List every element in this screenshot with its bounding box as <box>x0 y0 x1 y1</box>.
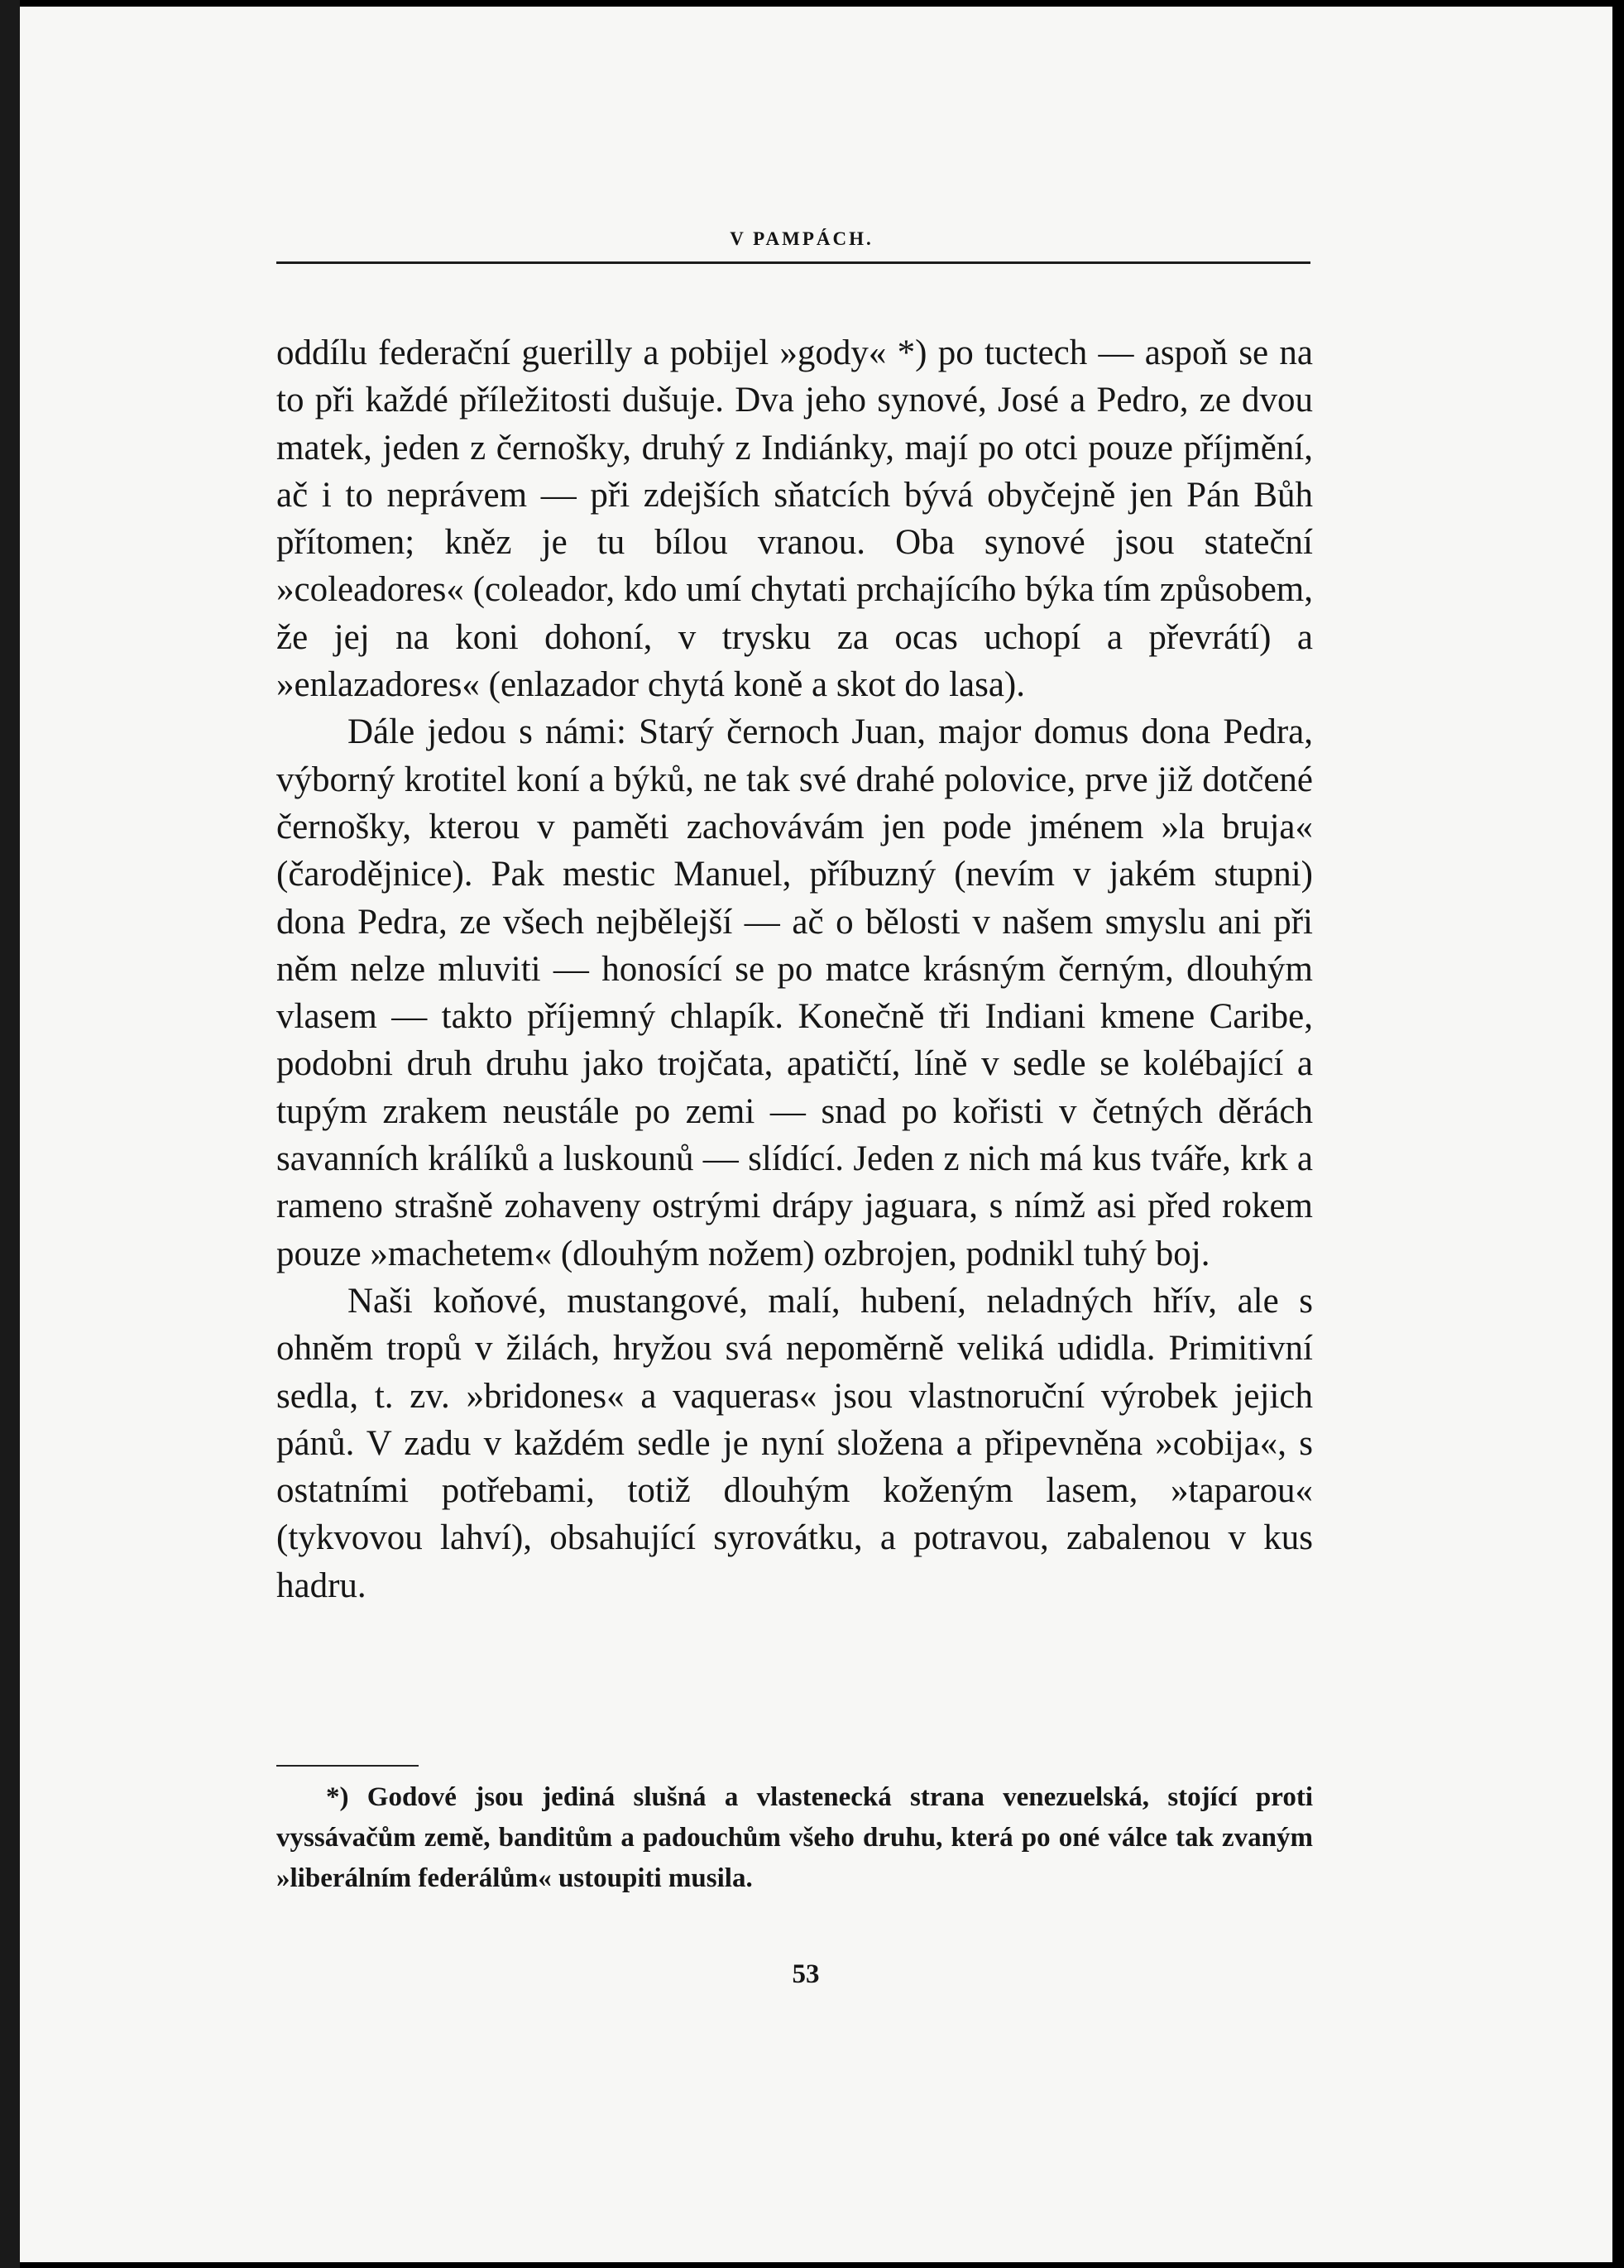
paragraph-1: oddílu federační guerilly a pobijel »gody« *) po tuctech — aspoň se na to při každé příležitosti dušuje. Dva jeho synové, José a Pedro, ze dvou matek, jeden z černošky, druhý z Indiánky, mají po otci pouze příjmění, ač i to neprávem — při zdejších sňatcích bývá obyčejně jen Pán Bůh přítomen; kněz je tu bílou vranou. Oba synové jsou stateční »coleadores« (coleador, kdo umí chytati prchajícího býka tím způsobem, že jej na koni dohoní, v trysku za ocas uchopí a převrátí) a »enlazadores« (enlazador chytá koně a skot do lasa). <box>276 333 1313 705</box>
running-header: V PAMPÁCH. <box>730 228 874 249</box>
book-page <box>20 7 1612 2262</box>
main-text <box>276 329 1313 1609</box>
page-number: 53 <box>792 1959 820 1989</box>
header-rule <box>276 261 1310 264</box>
paragraph-3: Naši koňové, mustangové, malí, hubení, neladných hřív, ale s ohněm tropů v žilách, hryžou svá nepoměrně veliká udidla. Primitivní sedla, t. zv. »bridones« a vaqueras« jsou vlastnoruční výrobek jejich pánů. V zadu v každém sedle je nyní složena a připevněna »cobija«, s ostatními potřebami, totiž dlouhým koženým lasem, »taparou« (tykvovou lahví), obsahující syrovátku, a potravou, zabalenou v kus hadru. <box>276 1281 1313 1605</box>
footnote: *) Godové jsou jediná slušná a vlastenecká strana venezuelská, stojící proti vyssávačům země, banditům a padouchům všeho druhu, která po oné válce tak zvaným »liberálním federálům« ustoupiti musila. <box>276 1782 1313 1893</box>
scan-edge <box>0 0 20 2268</box>
paragraph-2: Dále jedou s námi: Starý černoch Juan, major domus dona Pedra, výborný krotitel koní a býků, ne tak své drahé polovice, prve již dotčené černošky, kterou v paměti zachovávám jen pode jménem »la bruja« (čarodějnice). Pak mestic Manuel, příbuzný (nevím v jakém stupni) dona Pedra, ze všech nejbělejší — ač o bělosti v našem smyslu ani při něm nelze mluviti — honosící se po matce krásným černým, dlouhým vlasem — takto příjemný chlapík. Konečně tři Indiani kmene Caribe, podobni druh druhu jako trojčata, apatičtí, líně v sedle se kolébající a tupým zrakem neustále po zemi — snad po kořisti v četných děrách savanních králíků a luskounů — slídící. Jeden z nich má kus tváře, krk a rameno strašně zohaveny ostrými drápy jaguara, s nímž asi před rokem pouze »machetem« (dlouhým nožem) ozbrojen, podnikl tuhý boj. <box>276 712 1313 1273</box>
footnote-rule <box>276 1765 419 1767</box>
